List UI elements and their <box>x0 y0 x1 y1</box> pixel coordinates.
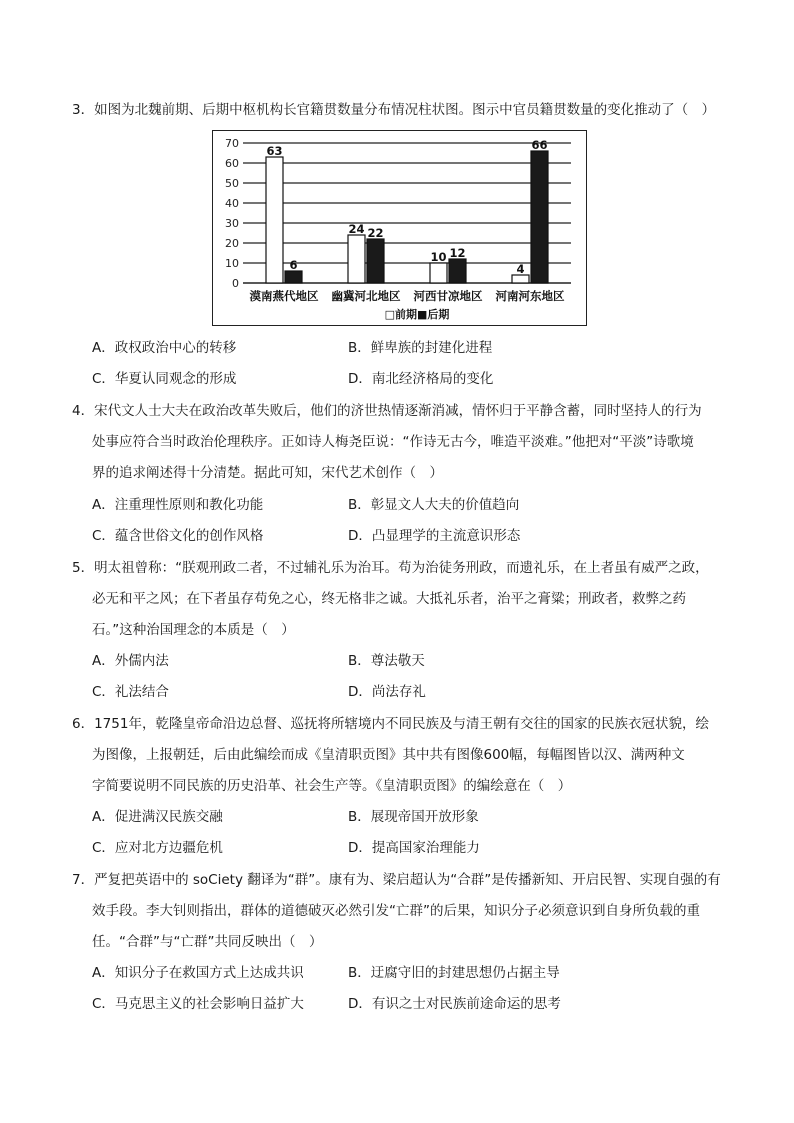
bar-early <box>266 157 283 283</box>
q4-option-c[interactable]: C．蕴含世俗文化的创作风格 <box>92 528 264 544</box>
question-7-line: 效手段。李大钊则指出，群体的道德破灭必然引发“亡群”的后果，知识分子必须意识到自身所负载的重 <box>92 903 700 919</box>
q6-option-b[interactable]: B．展现帝国开放形象 <box>348 809 479 825</box>
data-label: 10 <box>430 250 447 264</box>
q4-option-b[interactable]: B．彰显文人大夫的价值趋向 <box>348 497 520 513</box>
x-category-label: 幽冀河北地区 <box>331 289 401 303</box>
bar-early <box>430 263 447 283</box>
question-3-stem: 3．如图为北魏前期、后期中枢机构长官籍贯数量分布情况柱状图。图示中官员籍贯数量的变化推动了（ ） <box>72 102 716 118</box>
legend: □前期■后期 <box>384 308 450 321</box>
data-label: 24 <box>348 222 365 236</box>
question-6-line: 为图像，上报朝廷，后由此编绘而成《皇清职贡图》其中共有图像600幅，每幅图皆以汉、满两种文 <box>92 747 685 763</box>
q4-option-d[interactable]: D．凸显理学的主流意识形态 <box>348 528 521 544</box>
y-tick-label: 20 <box>225 237 239 250</box>
bar-late <box>285 271 302 283</box>
question-3 <box>72 95 732 126</box>
bar-late <box>449 259 466 283</box>
q3-option-a[interactable]: A．政权政治中心的转移 <box>92 340 237 356</box>
bar-late <box>367 239 384 283</box>
q7-option-c[interactable]: C．马克思主义的社会影响日益扩大 <box>92 996 304 1012</box>
question-4-line: 4．宋代文人士大夫在政治改革失败后，他们的济世热情逐渐消减，情怀归于平静含蓄，同时坚持人的行为 <box>72 403 702 419</box>
bar-early <box>512 275 529 283</box>
y-tick-label: 40 <box>225 197 239 210</box>
data-label: 63 <box>266 144 283 158</box>
data-label: 12 <box>449 246 466 260</box>
q7-option-b[interactable]: B．迂腐守旧的封建思想仍占据主导 <box>348 965 560 981</box>
y-tick-label: 30 <box>225 217 239 230</box>
data-label: 4 <box>516 262 525 276</box>
question-4-line: 处事应符合当时政治伦理秩序。正如诗人梅尧臣说：“作诗无古今，唯造平淡难。”他把对“平淡”诗歌境 <box>92 434 694 450</box>
q6-option-c[interactable]: C．应对北方边疆危机 <box>92 840 223 856</box>
q3-option-c[interactable]: C．华夏认同观念的形成 <box>92 371 237 387</box>
q7-option-a[interactable]: A．知识分子在救国方式上达成共识 <box>92 965 304 981</box>
question-5-line: 石。”这种治国理念的本质是（ ） <box>92 622 295 638</box>
question-6-line: 6．1751年，乾隆皇帝命沿边总督、巡抚将所辖境内不同民族及与清王朝有交往的国家的民族衣冠状貌，绘 <box>72 716 709 732</box>
question-5 <box>72 553 732 646</box>
q4-option-a[interactable]: A．注重理性原则和教化功能 <box>92 497 264 513</box>
q6-option-d[interactable]: D．提高国家治理能力 <box>348 840 480 856</box>
question-7-line: 任。“合群”与“亡群”共同反映出（ ） <box>92 934 323 950</box>
q5-option-b[interactable]: B．尊法敬天 <box>348 653 425 669</box>
data-label: 22 <box>367 226 384 240</box>
question-5-line: 必无和平之风；在下者虽存苟免之心，终无格非之诚。大抵礼乐者，治平之膏粱；刑政者，救弊之药 <box>92 591 686 607</box>
data-label: 6 <box>289 258 298 272</box>
question-7-line: 7．严复把英语中的 soCiety 翻译为“群”。康有为、梁启超认为“合群”是传播新知、开启民智、实现自强的有 <box>72 872 721 888</box>
q5-option-c[interactable]: C．礼法结合 <box>92 684 169 700</box>
question-4 <box>72 396 732 489</box>
bar-chart <box>212 130 587 326</box>
x-category-label: 河西甘凉地区 <box>413 289 483 303</box>
bar-chart-svg <box>213 131 585 324</box>
question-7 <box>72 865 732 958</box>
q3-option-b[interactable]: B．鲜卑族的封建化进程 <box>348 340 493 356</box>
y-tick-label: 60 <box>225 157 239 170</box>
q5-option-d[interactable]: D．尚法存礼 <box>348 684 426 700</box>
y-tick-label: 0 <box>232 277 239 290</box>
question-5-line: 5．明太祖曾称：“朕观刑政二者，不过辅礼乐为治耳。苟为治徒务刑政，而遗礼乐，在上者虽有威严之政， <box>72 560 709 576</box>
q3-option-d[interactable]: D．南北经济格局的变化 <box>348 371 494 387</box>
x-category-label: 河南河东地区 <box>495 289 565 303</box>
y-tick-label: 10 <box>225 257 239 270</box>
data-label: 66 <box>531 138 548 152</box>
bar-late <box>531 151 548 283</box>
q5-option-a[interactable]: A．外儒内法 <box>92 653 169 669</box>
question-6 <box>72 709 732 802</box>
q6-option-a[interactable]: A．促进满汉民族交融 <box>92 809 223 825</box>
question-4-line: 界的追求阐述得十分清楚。据此可知，宋代艺术创作（ ） <box>92 465 443 481</box>
q7-option-d[interactable]: D．有识之士对民族前途命运的思考 <box>348 996 561 1012</box>
question-6-line: 字简要说明不同民族的历史沿革、社会生产等。《皇清职贡图》的编绘意在（ ） <box>92 778 572 794</box>
bar-early <box>348 235 365 283</box>
y-tick-label: 70 <box>225 137 239 150</box>
x-category-label: 漠南燕代地区 <box>249 289 319 303</box>
y-tick-label: 50 <box>225 177 239 190</box>
